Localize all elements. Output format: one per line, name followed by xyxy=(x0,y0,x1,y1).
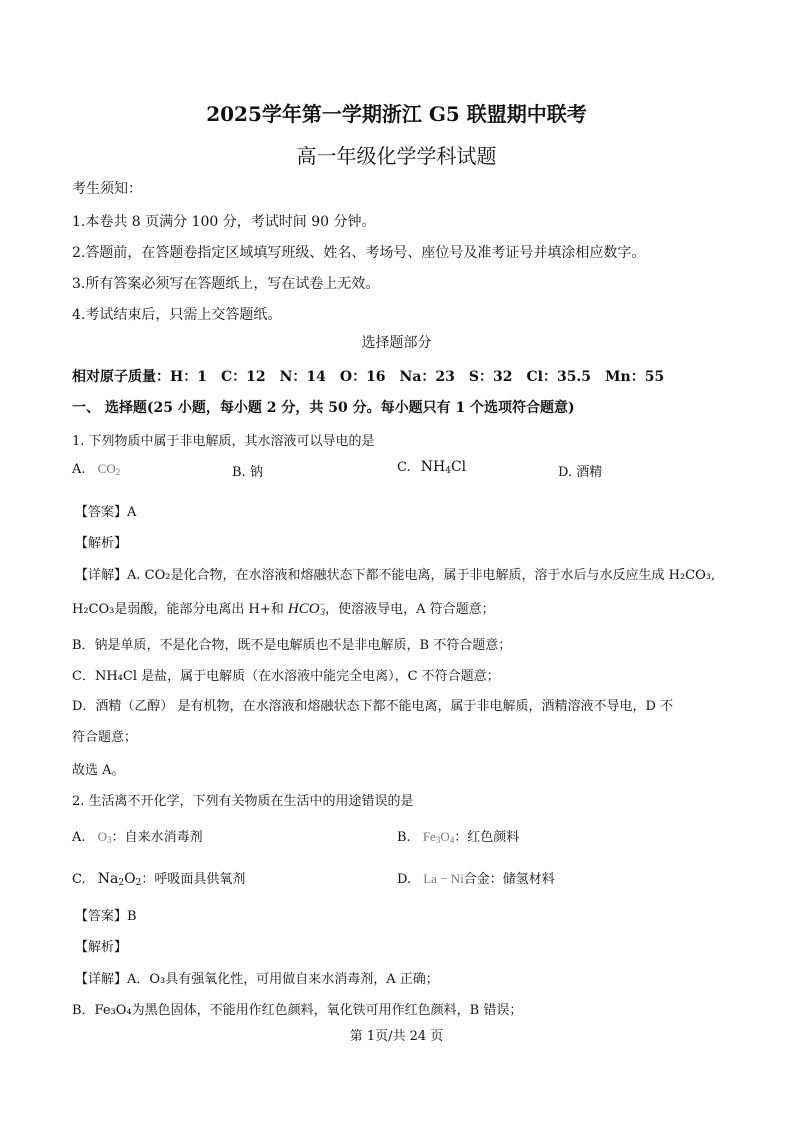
q2-option-a: A. $O_3$：自来水消毒剂 xyxy=(72,829,203,845)
notice-item-4: 4.考试结束后，只需上交答题纸。 xyxy=(72,307,282,323)
q2-stem: 2. 生活离不开化学，下列有关物质在生活中的用途错误的是 xyxy=(72,794,414,809)
q2-option-d-formula: La − Ni xyxy=(423,871,464,886)
q1-option-d: D. 酒精 xyxy=(558,465,603,480)
q1-answer: 【答案】A xyxy=(75,505,137,520)
part-one-heading: 一、 选择题(25 小题，每小题 2 分，共 50 分。每小题只有 1 个选项符合题意) xyxy=(72,400,575,416)
q1-detail-6: 符合题意； xyxy=(72,730,138,745)
section-title: 选择题部分 xyxy=(361,335,432,351)
q1-detail-3: B．钠是单质，不是化合物，既不是电解质也不是非电解质，B 不符合题意； xyxy=(72,638,512,653)
q2-answer: 【答案】B xyxy=(75,909,137,924)
q2-detail-2: B．Fe₃O₄为黑色固体，不能用作红色颜料，氧化铁可用作红色颜料，B 错误； xyxy=(72,1003,523,1018)
q2-option-c-formula: $Na_2O_2$ xyxy=(97,871,142,888)
q1-detail-1: 【详解】A. CO₂是化合物，在水溶液和熔融状态下都不能电离，属于非电解质，溶于水后与水反应生成 H₂CO₃, xyxy=(75,568,716,583)
page-footer: 第 1页/共 24 页 xyxy=(349,1029,444,1044)
q2-option-b-formula: $Fe_3O_4$ xyxy=(422,829,455,845)
q2-option-c: C. $Na_2O_2$：呼吸面具供氧剂 xyxy=(72,871,246,888)
q2-detail-1: 【详解】A．O₃具有强氧化性，可用做自来水消毒剂，A 正确； xyxy=(75,972,439,987)
q2-option-d: D. La − Ni合金：储氢材料 xyxy=(397,871,555,887)
notice-item-2: 2.答题前，在答题卷指定区域填写班级、姓名、考场号、座位号及准考证号并填涂相应数字。 xyxy=(72,245,646,261)
exam-title: 2025学年第一学期浙江 G5 联盟期中联考 xyxy=(206,102,587,126)
atomic-masses: 相对原子质量：H：1 C：12 N：14 O：16 Na：23 S：32 Cl：35.5 Mn：55 xyxy=(72,369,665,385)
q1-stem: 1. 下列物质中属于非电解质，其水溶液可以导电的是 xyxy=(72,434,375,449)
q1-detail-5: D．酒精（乙醇） 是有机物，在水溶液和熔融状态下都不能电离，属于非电解质，酒精溶液不导电，D 不 xyxy=(72,699,674,714)
q2-option-a-formula: $O_3$ xyxy=(97,829,112,845)
notice-heading: 考生须知： xyxy=(72,181,142,197)
q1-detail-2: H₂CO₃是弱酸，能部分电离出 H+和 $HCO^-_3$，使溶液导电，A 符合题意； xyxy=(72,599,495,617)
q1-conclusion: 故选 A。 xyxy=(72,763,125,778)
q1-option-c: C. $NH_4Cl$ xyxy=(397,459,467,476)
q2-analysis: 【解析】 xyxy=(75,940,128,955)
q1-option-b: B. 钠 xyxy=(232,465,263,480)
q1-analysis: 【解析】 xyxy=(75,536,128,551)
q2-option-b: B. $Fe_3O_4$：红色颜料 xyxy=(397,829,520,845)
q1-option-a-formula: $CO_2$ xyxy=(97,461,121,477)
exam-subtitle: 高一年级化学学科试题 xyxy=(296,144,497,168)
q1-hco3-formula: $HCO^-_3$ xyxy=(287,599,326,617)
q1-detail-4: C．NH₄Cl 是盐，属于电解质（在水溶液中能完全电离），C 不符合题意； xyxy=(72,669,500,684)
notice-item-3: 3.所有答案必须写在答题纸上，写在试卷上无效。 xyxy=(72,276,380,292)
notice-item-1: 1.本卷共 8 页满分 100 分，考试时间 90 分钟。 xyxy=(72,214,376,230)
q1-option-c-formula: $NH_4Cl$ xyxy=(420,459,467,476)
q1-option-a: A. $CO_2$ xyxy=(72,461,121,477)
